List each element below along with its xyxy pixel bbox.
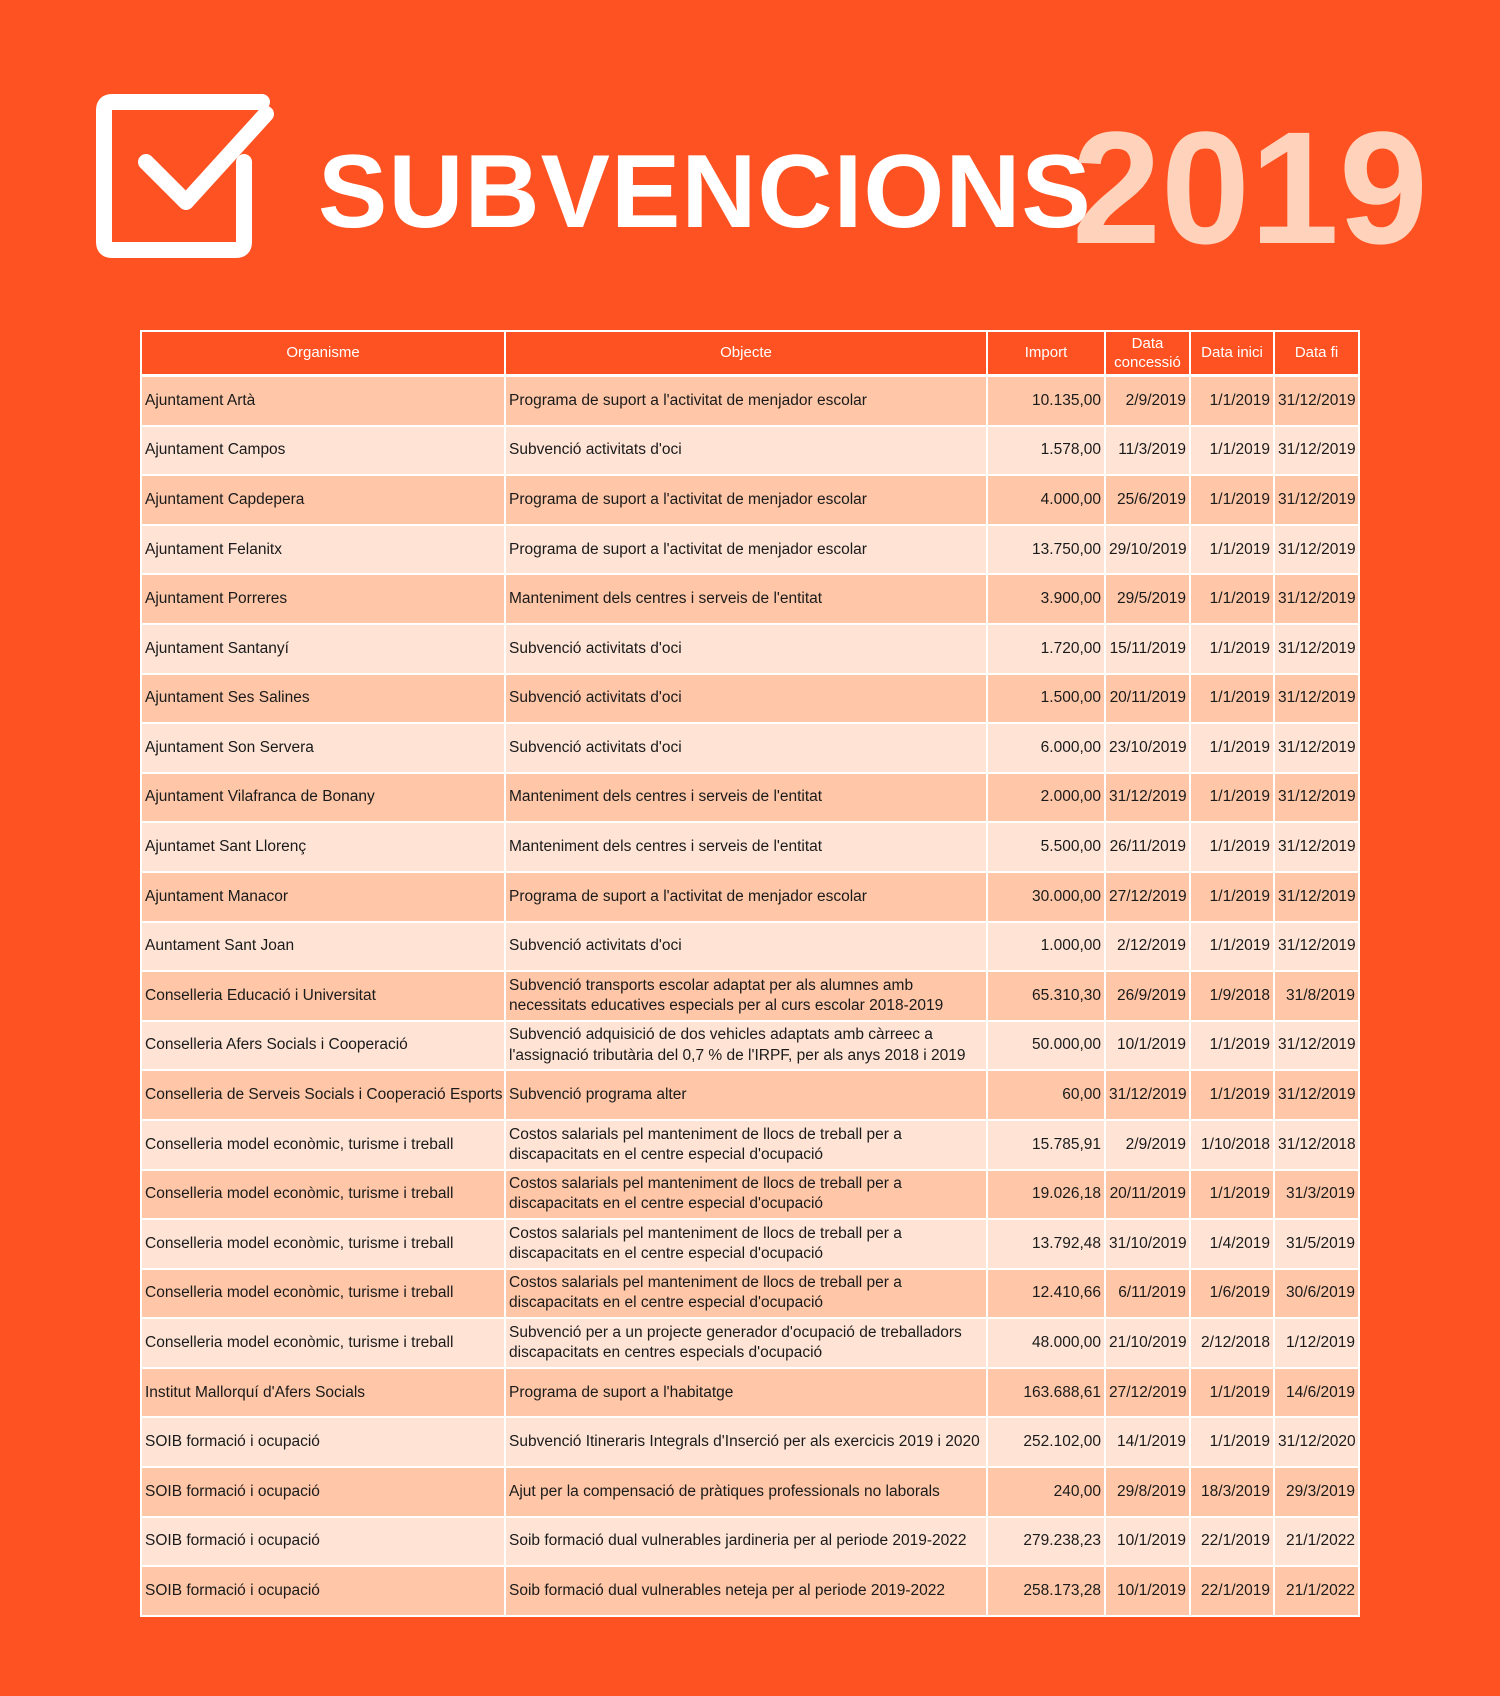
cell-objecte: Programa de suport a l'activitat de menjador escolar [505, 376, 987, 426]
table-row [141, 971, 1359, 1021]
cell-organisme: Conselleria Afers Socials i Cooperació [141, 1021, 505, 1071]
cell-data-fi: 31/12/2019 [1274, 723, 1359, 773]
page-title: SUBVENCIONS [318, 134, 1092, 250]
table-row [141, 1170, 1359, 1220]
cell-objecte: Costos salarials pel manteniment de llocs de treball per a discapacitats en el centre especial d'ocupació [505, 1219, 987, 1269]
cell-data-concessio: 10/1/2019 [1105, 1517, 1190, 1567]
cell-data-inici: 1/1/2019 [1190, 822, 1274, 872]
cell-data-concessio: 10/1/2019 [1105, 1021, 1190, 1071]
cell-data-concessio: 29/5/2019 [1105, 574, 1190, 624]
cell-data-inici: 1/1/2019 [1190, 1070, 1274, 1120]
cell-data-fi: 21/1/2022 [1274, 1517, 1359, 1567]
cell-import: 3.900,00 [987, 574, 1105, 624]
table-row [141, 1517, 1359, 1567]
column-header-objecte: Objecte [505, 331, 987, 376]
cell-data-inici: 1/1/2019 [1190, 1021, 1274, 1071]
cell-objecte: Manteniment dels centres i serveis de l'entitat [505, 773, 987, 823]
table-header-row [141, 331, 1359, 376]
cell-import: 1.500,00 [987, 674, 1105, 724]
cell-import: 48.000,00 [987, 1318, 1105, 1368]
cell-data-concessio: 31/12/2019 [1105, 773, 1190, 823]
cell-data-inici: 1/1/2019 [1190, 1417, 1274, 1467]
table-row [141, 1269, 1359, 1319]
table-body [141, 376, 1359, 1616]
cell-objecte: Programa de suport a l'activitat de menjador escolar [505, 475, 987, 525]
cell-import: 13.750,00 [987, 525, 1105, 575]
column-header-data-inici: Data inici [1190, 331, 1274, 376]
cell-data-concessio: 21/10/2019 [1105, 1318, 1190, 1368]
cell-organisme: Ajuntament Manacor [141, 872, 505, 922]
cell-organisme: Ajuntament Son Servera [141, 723, 505, 773]
cell-organisme: Ajuntament Artà [141, 376, 505, 426]
cell-import: 240,00 [987, 1467, 1105, 1517]
cell-data-fi: 31/12/2019 [1274, 624, 1359, 674]
cell-data-fi: 31/12/2019 [1274, 822, 1359, 872]
cell-organisme: Ajuntament Ses Salines [141, 674, 505, 724]
table-row [141, 674, 1359, 724]
cell-organisme: Ajuntament Santanyí [141, 624, 505, 674]
cell-organisme: SOIB formació i ocupació [141, 1566, 505, 1616]
cell-data-fi: 31/8/2019 [1274, 971, 1359, 1021]
table-row [141, 1417, 1359, 1467]
cell-data-concessio: 2/9/2019 [1105, 1120, 1190, 1170]
table-row [141, 426, 1359, 476]
cell-data-concessio: 23/10/2019 [1105, 723, 1190, 773]
cell-data-inici: 1/1/2019 [1190, 574, 1274, 624]
cell-data-inici: 1/1/2019 [1190, 922, 1274, 972]
table-row [141, 376, 1359, 426]
cell-objecte: Ajut per la compensació de pràtiques professionals no laborals [505, 1467, 987, 1517]
cell-data-concessio: 20/11/2019 [1105, 674, 1190, 724]
cell-data-fi: 14/6/2019 [1274, 1368, 1359, 1418]
cell-organisme: Conselleria de Serveis Socials i Cooperació Esports [141, 1070, 505, 1120]
table-row [141, 723, 1359, 773]
column-header-data-concessio: Data concessió [1105, 331, 1190, 376]
cell-organisme: Conselleria model econòmic, turisme i treball [141, 1170, 505, 1220]
cell-objecte: Subvenció adquisició de dos vehicles adaptats amb càrreec a l'assignació tributària del 0,7 % de l'IRPF, per als anys 2018 i 2019 [505, 1021, 987, 1071]
cell-data-inici: 1/1/2019 [1190, 872, 1274, 922]
cell-data-concessio: 6/11/2019 [1105, 1269, 1190, 1319]
cell-data-fi: 31/5/2019 [1274, 1219, 1359, 1269]
cell-data-inici: 1/1/2019 [1190, 723, 1274, 773]
table-row [141, 773, 1359, 823]
cell-import: 252.102,00 [987, 1417, 1105, 1467]
column-header-data-fi: Data fi [1274, 331, 1359, 376]
cell-import: 5.500,00 [987, 822, 1105, 872]
cell-organisme: Institut Mallorquí d'Afers Socials [141, 1368, 505, 1418]
checkbox-check-icon [94, 92, 278, 260]
cell-organisme: Ajuntament Porreres [141, 574, 505, 624]
cell-import: 6.000,00 [987, 723, 1105, 773]
table-row [141, 1021, 1359, 1071]
cell-import: 19.026,18 [987, 1170, 1105, 1220]
table-row [141, 1368, 1359, 1418]
cell-organisme: SOIB formació i ocupació [141, 1517, 505, 1567]
cell-data-concessio: 15/11/2019 [1105, 624, 1190, 674]
cell-organisme: Conselleria model econòmic, turisme i treball [141, 1318, 505, 1368]
cell-data-inici: 1/1/2019 [1190, 376, 1274, 426]
cell-objecte: Subvenció activitats d'oci [505, 426, 987, 476]
cell-objecte: Programa de suport a l'habitatge [505, 1368, 987, 1418]
cell-import: 1.578,00 [987, 426, 1105, 476]
cell-data-concessio: 25/6/2019 [1105, 475, 1190, 525]
cell-organisme: Ajuntament Campos [141, 426, 505, 476]
cell-data-inici: 1/1/2019 [1190, 624, 1274, 674]
cell-data-fi: 29/3/2019 [1274, 1467, 1359, 1517]
cell-organisme: Conselleria model econòmic, turisme i treball [141, 1120, 505, 1170]
cell-data-inici: 2/12/2018 [1190, 1318, 1274, 1368]
cell-data-concessio: 27/12/2019 [1105, 872, 1190, 922]
cell-objecte: Programa de suport a l'activitat de menjador escolar [505, 872, 987, 922]
cell-data-fi: 31/12/2019 [1274, 376, 1359, 426]
table-row [141, 525, 1359, 575]
cell-data-concessio: 31/10/2019 [1105, 1219, 1190, 1269]
cell-organisme: Ajuntament Capdepera [141, 475, 505, 525]
cell-data-inici: 1/1/2019 [1190, 475, 1274, 525]
table-row [141, 822, 1359, 872]
cell-organisme: Ajuntamet Sant Llorenç [141, 822, 505, 872]
table-row [141, 1318, 1359, 1368]
cell-import: 1.000,00 [987, 922, 1105, 972]
cell-data-fi: 31/12/2019 [1274, 922, 1359, 972]
cell-import: 10.135,00 [987, 376, 1105, 426]
cell-objecte: Subvenció activitats d'oci [505, 674, 987, 724]
cell-data-concessio: 10/1/2019 [1105, 1566, 1190, 1616]
cell-organisme: Ajuntament Felanitx [141, 525, 505, 575]
cell-data-inici: 22/1/2019 [1190, 1566, 1274, 1616]
cell-organisme: Conselleria Educació i Universitat [141, 971, 505, 1021]
cell-import: 30.000,00 [987, 872, 1105, 922]
cell-data-inici: 1/1/2019 [1190, 426, 1274, 476]
cell-data-concessio: 29/10/2019 [1105, 525, 1190, 575]
cell-data-inici: 1/9/2018 [1190, 971, 1274, 1021]
cell-data-concessio: 31/12/2019 [1105, 1070, 1190, 1120]
cell-organisme: Conselleria model econòmic, turisme i treball [141, 1219, 505, 1269]
cell-data-concessio: 26/11/2019 [1105, 822, 1190, 872]
cell-data-fi: 31/12/2019 [1274, 872, 1359, 922]
cell-objecte: Manteniment dels centres i serveis de l'entitat [505, 574, 987, 624]
cell-objecte: Costos salarials pel manteniment de llocs de treball per a discapacitats en el centre especial d'ocupació [505, 1170, 987, 1220]
table-row [141, 1120, 1359, 1170]
cell-data-fi: 31/12/2019 [1274, 1070, 1359, 1120]
cell-import: 279.238,23 [987, 1517, 1105, 1567]
column-header-import: Import [987, 331, 1105, 376]
table-row [141, 1566, 1359, 1616]
cell-import: 13.792,48 [987, 1219, 1105, 1269]
cell-import: 4.000,00 [987, 475, 1105, 525]
cell-objecte: Costos salarials pel manteniment de llocs de treball per a discapacitats en el centre especial d'ocupació [505, 1120, 987, 1170]
cell-organisme: SOIB formació i ocupació [141, 1417, 505, 1467]
cell-data-concessio: 14/1/2019 [1105, 1417, 1190, 1467]
table-row [141, 922, 1359, 972]
table-row [141, 475, 1359, 525]
table-row [141, 624, 1359, 674]
cell-data-inici: 1/4/2019 [1190, 1219, 1274, 1269]
cell-import: 60,00 [987, 1070, 1105, 1120]
cell-data-fi: 21/1/2022 [1274, 1566, 1359, 1616]
table-row [141, 574, 1359, 624]
cell-data-inici: 1/1/2019 [1190, 1170, 1274, 1220]
cell-data-fi: 31/12/2019 [1274, 773, 1359, 823]
cell-data-fi: 31/12/2020 [1274, 1417, 1359, 1467]
cell-data-inici: 1/1/2019 [1190, 525, 1274, 575]
cell-organisme: Auntament Sant Joan [141, 922, 505, 972]
cell-data-fi: 31/12/2019 [1274, 475, 1359, 525]
table-row [141, 1467, 1359, 1517]
page-title-year: 2019 [1072, 98, 1428, 277]
cell-import: 2.000,00 [987, 773, 1105, 823]
column-header-organisme: Organisme [141, 331, 505, 376]
cell-objecte: Subvenció transports escolar adaptat per als alumnes amb necessitats educatives especials per al curs escolar 2018-2019 [505, 971, 987, 1021]
cell-data-fi: 31/3/2019 [1274, 1170, 1359, 1220]
cell-organisme: SOIB formació i ocupació [141, 1467, 505, 1517]
cell-data-fi: 31/12/2019 [1274, 574, 1359, 624]
cell-data-fi: 31/12/2019 [1274, 525, 1359, 575]
cell-organisme: Conselleria model econòmic, turisme i treball [141, 1269, 505, 1319]
cell-import: 258.173,28 [987, 1566, 1105, 1616]
cell-data-fi: 31/12/2018 [1274, 1120, 1359, 1170]
cell-data-fi: 31/12/2019 [1274, 426, 1359, 476]
cell-import: 1.720,00 [987, 624, 1105, 674]
cell-data-concessio: 29/8/2019 [1105, 1467, 1190, 1517]
subsidies-table-container [140, 330, 1358, 1617]
cell-data-inici: 1/1/2019 [1190, 773, 1274, 823]
cell-import: 12.410,66 [987, 1269, 1105, 1319]
cell-objecte: Subvenció programa alter [505, 1070, 987, 1120]
cell-objecte: Subvenció Itineraris Integrals d'Inserció per als exercicis 2019 i 2020 [505, 1417, 987, 1467]
cell-data-inici: 22/1/2019 [1190, 1517, 1274, 1567]
table-row [141, 872, 1359, 922]
cell-organisme: Ajuntament Vilafranca de Bonany [141, 773, 505, 823]
page-header [0, 0, 1500, 320]
cell-objecte: Subvenció per a un projecte generador d'ocupació de treballadors discapacitats en centres especials d'ocupació [505, 1318, 987, 1368]
cell-objecte: Programa de suport a l'activitat de menjador escolar [505, 525, 987, 575]
cell-data-concessio: 26/9/2019 [1105, 971, 1190, 1021]
cell-data-inici: 1/10/2018 [1190, 1120, 1274, 1170]
cell-data-inici: 1/1/2019 [1190, 1368, 1274, 1418]
table-row [141, 1070, 1359, 1120]
cell-data-inici: 1/1/2019 [1190, 674, 1274, 724]
cell-data-concessio: 2/9/2019 [1105, 376, 1190, 426]
cell-data-concessio: 2/12/2019 [1105, 922, 1190, 972]
cell-objecte: Subvenció activitats d'oci [505, 723, 987, 773]
cell-import: 15.785,91 [987, 1120, 1105, 1170]
cell-import: 65.310,30 [987, 971, 1105, 1021]
cell-data-inici: 18/3/2019 [1190, 1467, 1274, 1517]
cell-data-concessio: 27/12/2019 [1105, 1368, 1190, 1418]
cell-data-concessio: 20/11/2019 [1105, 1170, 1190, 1220]
cell-objecte: Costos salarials pel manteniment de llocs de treball per a discapacitats en el centre especial d'ocupació [505, 1269, 987, 1319]
cell-objecte: Subvenció activitats d'oci [505, 922, 987, 972]
cell-data-fi: 1/12/2019 [1274, 1318, 1359, 1368]
cell-objecte: Subvenció activitats d'oci [505, 624, 987, 674]
cell-import: 163.688,61 [987, 1368, 1105, 1418]
cell-objecte: Soib formació dual vulnerables neteja per al periode 2019-2022 [505, 1566, 987, 1616]
cell-data-inici: 1/6/2019 [1190, 1269, 1274, 1319]
cell-import: 50.000,00 [987, 1021, 1105, 1071]
cell-objecte: Manteniment dels centres i serveis de l'entitat [505, 822, 987, 872]
subsidies-table [140, 330, 1360, 1617]
cell-data-concessio: 11/3/2019 [1105, 426, 1190, 476]
cell-data-fi: 31/12/2019 [1274, 1021, 1359, 1071]
cell-data-fi: 30/6/2019 [1274, 1269, 1359, 1319]
cell-data-fi: 31/12/2019 [1274, 674, 1359, 724]
table-row [141, 1219, 1359, 1269]
cell-objecte: Soib formació dual vulnerables jardineria per al periode 2019-2022 [505, 1517, 987, 1567]
